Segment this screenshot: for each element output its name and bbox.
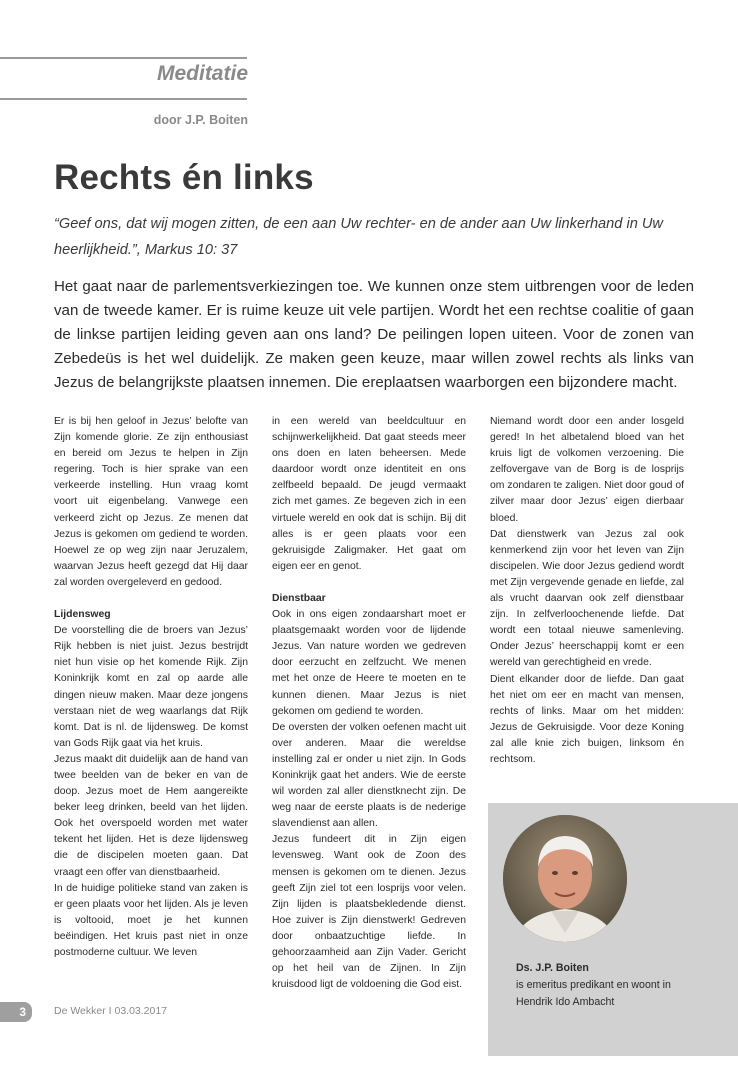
page-number: 3: [0, 1002, 32, 1022]
intro-paragraph: Het gaat naar de parlementsverkiezingen toe. We kunnen onze stem uitbrengen voor de leden van de tweede kamer. Er is ruime keuze uit vele partijen. Wordt het een rechtse coalitie of gaan de linkse partijen leiding geven aan ons land? De peilingen lopen uiteen. Voor de zonen van Zebedeüs is het wel duidelijk. Ze maken geen keuze, maar willen zowel rechts als links van Jezus de belangrijkste plaatsen innemen. Die ereplaatsen waarborgen een bijzondere macht.: [54, 278, 694, 391]
paragraph: Jezus maakt dit duidelijk aan de hand van twee beelden van de beker en van de doop. Jezus moet de Hem aangereikte beker leeg drinken, beeld van het lijden. Ook het overspoeld worden met water tekent het lijden. Het is deze lijdensweg die de discipelen moeten gaan. Dat vraagt een offer van dienstbaarheid.: [54, 753, 248, 878]
paragraph: In de huidige politieke stand van zaken is er geen plaats voor het lijden. Als je leven is voltooid, moet je het kunnen beëindigen. Het kruis past niet in onze postmoderne cultuur. We leven: [54, 882, 248, 958]
author-caption: [516, 960, 726, 1011]
author-bio-line: is emeritus predikant en woont in: [516, 979, 671, 991]
bible-quote: “Geef ons, dat wij mogen zitten, de een aan Uw rechter- en de ander aan Uw linkerhand in Uw heerlijkheid.”, Markus 10: 37: [54, 216, 663, 258]
column-1: [54, 414, 248, 961]
article-title: Rechts én links: [54, 158, 314, 197]
section-rule: [0, 98, 247, 100]
author-bio-line: Hendrik Ido Ambacht: [516, 996, 615, 1008]
paragraph: Dat dienstwerk van Jezus zal ook kenmerkend zijn voor het leven van Zijn discipelen. Wie door Jezus gediend wordt met Zijn vergevende genade en liefde, zal als vrucht daarvan ook zelf dienstbaar zijn. In zelfverloochenende liefde. Dat wordt een totaal nieuwe samenleving. Onder Jezus’ heerschappij komt er een wereld van gerechtigheid en vrede.: [490, 528, 684, 669]
paragraph: Jezus fundeert dit in Zijn eigen levensweg. Want ook de Zoon des mensen is gekomen om te dienen. Jezus geeft Zijn ziel tot een losprijs voor velen. Zijn lijden is plaatsbekledende dienst. Hoe zuiver is Zijn dienstwerk! Gedreven door onbaatzuchtige liefde. In gehoorzaamheid aan Zijn Vader. Gericht op het heil van de Zijnen. In Zijn kruisdood ligt de voldoening die God eist.: [272, 834, 466, 991]
top-rule: [0, 57, 247, 59]
paragraph: in een wereld van beeldcultuur en schijnwerkelijkheid. Dat gaat steeds meer ons doen en laten beheersen. Mede daardoor wordt onze identiteit en ons zelfbeeld bepaald. De jeugd vermaakt zich met games. Ze begeven zich in een virtuele wereld en ook dat is schijn. Bij dit alles is er geen plaats voor een gekruisigde Zaligmaker. Het gaat om eigen eer en genot.: [272, 416, 466, 572]
author-photo: [503, 815, 627, 942]
paragraph: Er is bij hen geloof in Jezus’ belofte van Zijn komende glorie. Ze zijn enthousiast en bereid om Jezus te helpen in Zijn regering. Toch is hier sprake van een verkeerde instelling. Hun vraag komt voort uit eigenbelang. Vanwege een verkeerd zicht op Jezus. Ze menen dat Jezus is gekomen om gediend te worden. Hoewel ze op weg zijn naar Jeruzalem, waarvan Jezus heeft gezegd dat Hij daar zal worden overgeleverd en gedood.: [54, 416, 248, 588]
paragraph: De oversten der volken oefenen macht uit over anderen. Maar die wereldse instelling zal er onder u niet zijn. In Gods Koninkrijk gaat het anders. Wie de eerste wil worden zal aller dienstknecht zijn. De weg naar de eerste plaats is de nederige slavendienst aan allen.: [272, 721, 466, 830]
paragraph: Ook in ons eigen zondaarshart moet er plaatsgemaakt worden voor de lijdende Jezus. Van nature worden we gedreven door eerzucht en zelfzucht. We menen met het onze de Heere te moeten en te kunnen dienen. Maar Jezus is niet gekomen om gediend te worden.: [272, 609, 466, 717]
column-2: [272, 414, 466, 993]
section-label: Meditatie: [156, 62, 248, 85]
byline: door J.P. Boiten: [153, 113, 248, 127]
subheading-dienstbaar: Dienstbaar: [272, 592, 326, 604]
publication-footer: De Wekker I 03.03.2017: [54, 1005, 168, 1017]
portrait-illustration: [503, 815, 627, 942]
paragraph: Dient elkander door de liefde. Dan gaat het niet om eer en macht van mensen, rechts of links. Maar om het midden: Jezus de Gekruisigde. Voor deze Koning zal alle knie zich buigen, linksom én rechtsom.: [490, 673, 684, 765]
column-3: [490, 414, 684, 768]
paragraph: Niemand wordt door een ander losgeld gered! In het albetalend bloed van het kruis ligt de volkomen verzoening. Die zelfovergave van de Borg is de losprijs om zondaren te zaligen. Niet door goud of zilver maar door Jezus’ eigen dierbaar bloed.: [490, 416, 684, 524]
paragraph: De voorstelling die de broers van Jezus’ Rijk hebben is niet juist. Jezus bestrijdt niet hun visie op het komende Rijk. Zijn Koninkrijk komt en zal op aarde alle dingen nieuw maken. Maar deze jongens verstaan niet de weg waarlangs dat Rijk komt. Dat is nl. de lijdensweg. De komst van Gods Rijk gaat via het kruis.: [54, 625, 248, 749]
subheading-lijdensweg: Lijdensweg: [54, 609, 111, 621]
author-name: Ds. J.P. Boiten: [516, 962, 589, 974]
